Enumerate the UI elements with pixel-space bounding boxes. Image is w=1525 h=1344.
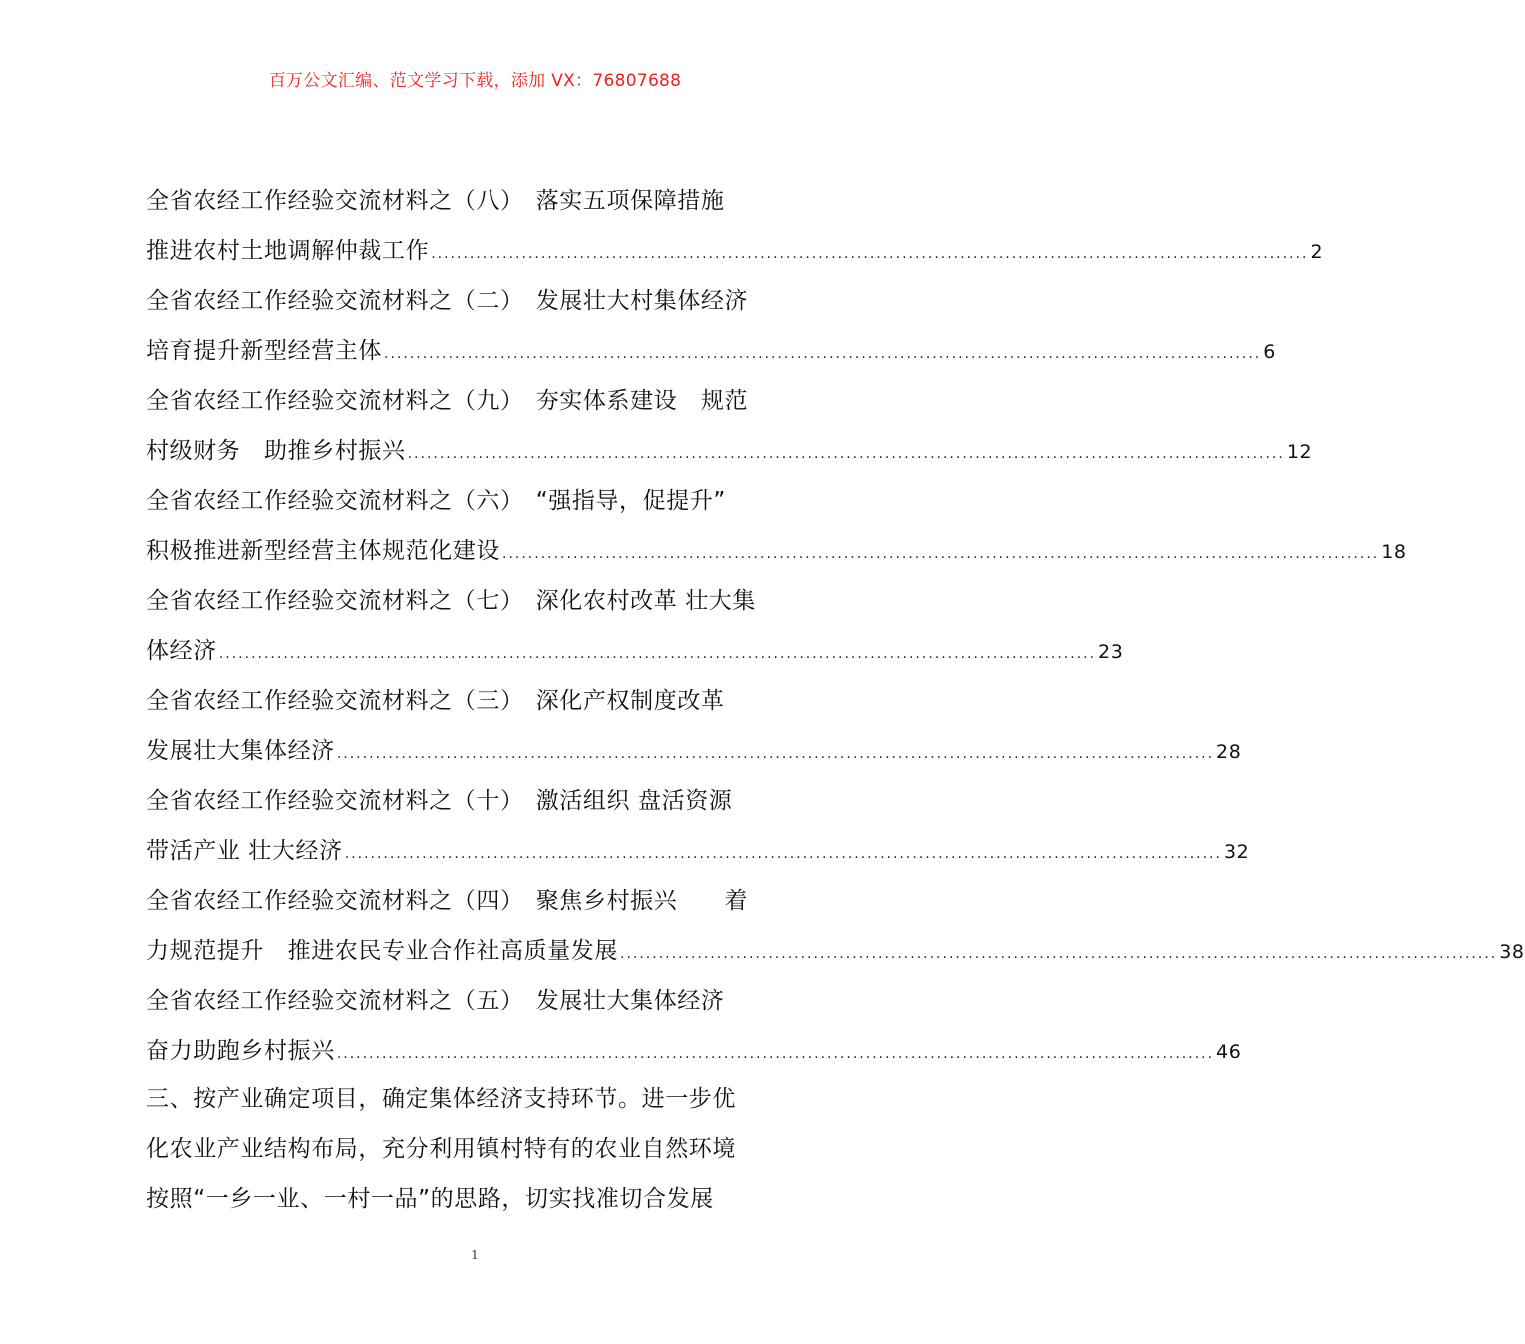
toc-entry-title: 全省农经工作经验交流材料之（三） 深化产权制度改革	[146, 688, 725, 714]
toc-entry-subtitle: 村级财务 助推乡村振兴	[146, 438, 406, 464]
toc-entry-title: 全省农经工作经验交流材料之（五） 发展壮大集体经济	[146, 988, 725, 1014]
dot-leader: ........................................................................................................................................	[336, 1046, 1215, 1062]
toc-entry[interactable]	[146, 576, 1124, 676]
toc-entry-subtitle: 发展壮大集体经济	[146, 738, 335, 764]
dot-leader: ........................................................................................................................................	[620, 946, 1498, 962]
dot-leader: ........................................................................................................................................	[407, 446, 1285, 462]
toc-entry-title: 全省农经工作经验交流材料之（六） “强指导，促提升”	[146, 488, 726, 514]
toc-entry[interactable]	[146, 776, 1250, 876]
page-number: 1	[471, 1248, 479, 1262]
toc-entry-title: 全省农经工作经验交流材料之（七） 深化农村改革 壮大集	[146, 588, 757, 614]
toc-entry[interactable]	[146, 476, 1407, 576]
dot-leader: ........................................................................................................................................	[344, 846, 1222, 862]
body-line: 三、按产业确定项目，确定集体经济支持环节。进一步优	[146, 1086, 736, 1112]
body-line: 按照“一乡一业、一村一品”的思路，切实找准切合发展	[146, 1186, 714, 1212]
toc-entry-subtitle: 体经济	[146, 638, 217, 664]
toc-page-number: 32	[1223, 841, 1250, 863]
dot-leader: ........................................................................................................................................	[384, 346, 1262, 362]
toc-page-number: 12	[1286, 441, 1313, 463]
dot-leader: ........................................................................................................................................	[218, 646, 1097, 662]
toc-entry[interactable]	[146, 176, 1324, 276]
body-paragraph	[146, 1074, 810, 1224]
toc-entry-subtitle: 奋力助跑乡村振兴	[146, 1038, 335, 1064]
toc-entry-subtitle: 培育提升新型经营主体	[146, 338, 382, 364]
toc-page-number: 28	[1216, 741, 1242, 763]
table-of-contents	[146, 176, 1525, 1076]
toc-entry-subtitle: 推进农村土地调解仲裁工作	[146, 238, 430, 264]
toc-entry-title: 全省农经工作经验交流材料之（二） 发展壮大村集体经济	[146, 288, 749, 314]
toc-page-number: 2	[1310, 241, 1324, 263]
toc-entry-title: 全省农经工作经验交流材料之（十） 激活组织 盘活资源	[146, 788, 733, 814]
dot-leader: ........................................................................................................................................	[336, 746, 1215, 762]
toc-page-number: 18	[1381, 541, 1407, 563]
toc-page-number: 23	[1098, 641, 1124, 663]
toc-entry-title: 全省农经工作经验交流材料之（四） 聚焦乡村振兴 着	[146, 888, 749, 914]
toc-entry[interactable]	[146, 676, 1242, 776]
toc-page-number: 6	[1263, 341, 1276, 363]
dot-leader: ........................................................................................................................................	[431, 246, 1309, 262]
dot-leader: ........................................................................................................................................	[502, 546, 1380, 562]
toc-entry[interactable]	[146, 876, 1525, 976]
toc-entry-title: 全省农经工作经验交流材料之（九） 夯实体系建设 规范	[146, 388, 749, 414]
toc-entry[interactable]	[146, 376, 1313, 476]
toc-entry[interactable]	[146, 976, 1242, 1076]
toc-entry-subtitle: 力规范提升 推进农民专业合作社高质量发展	[146, 938, 618, 964]
body-line: 化农业产业结构布局，充分利用镇村特有的农业自然环境	[146, 1136, 736, 1162]
toc-entry-subtitle: 带活产业 壮大经济	[146, 838, 343, 864]
toc-entry-title: 全省农经工作经验交流材料之（八） 落实五项保障措施	[146, 188, 725, 214]
toc-entry-subtitle: 积极推进新型经营主体规范化建设	[146, 538, 500, 564]
header-banner: 百万公文汇编、范文学习下载，添加 VX：76807688	[268, 71, 682, 91]
toc-page-number: 46	[1216, 1041, 1242, 1063]
toc-entry[interactable]	[146, 276, 1276, 376]
toc-page-number: 38	[1499, 941, 1525, 963]
